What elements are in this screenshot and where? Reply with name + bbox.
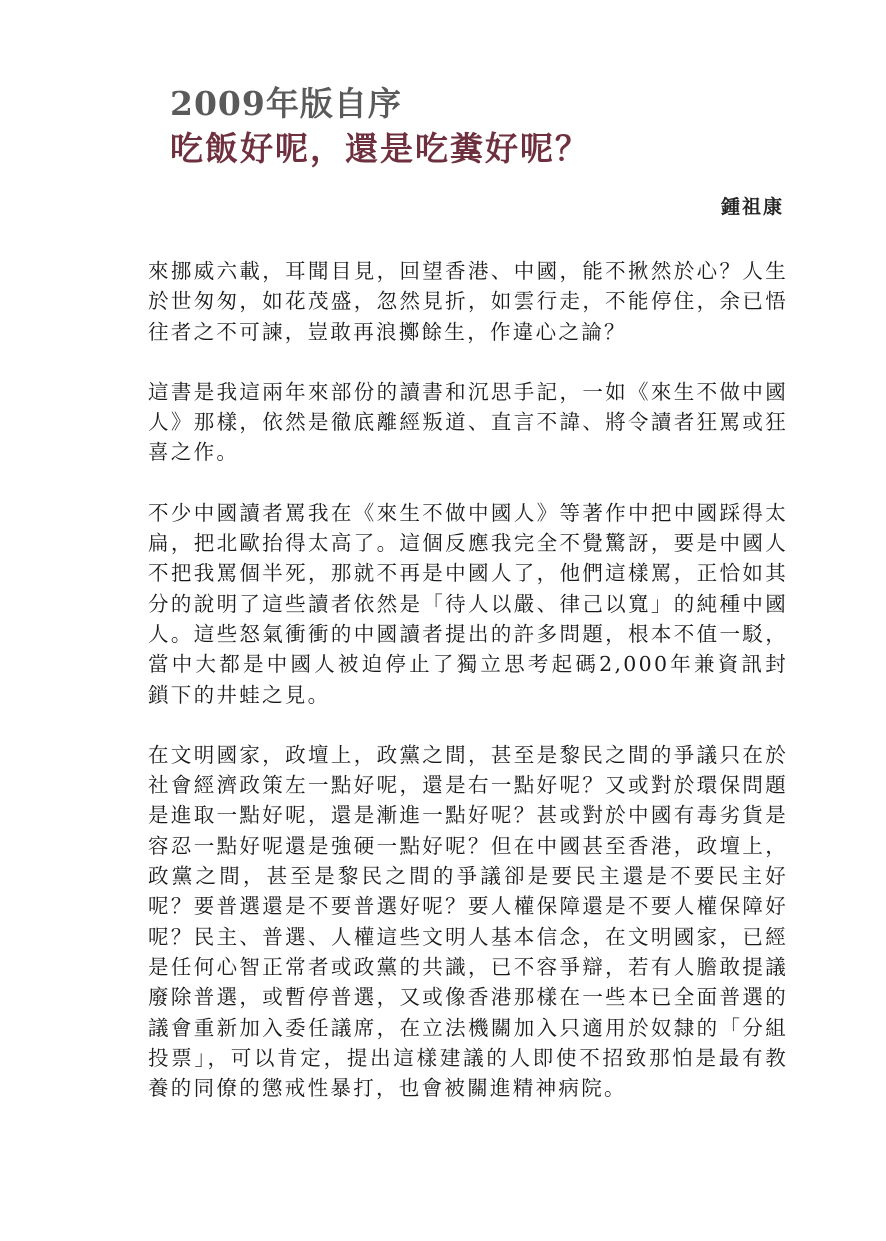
preface-heading: 2009年版自序	[170, 84, 402, 123]
paragraph: 在文明國家，政壇上，政黨之間，甚至是黎民之間的爭議只在於社會經濟政策左一點好呢，還是右一點好呢？又或對於環保問題是進取一點好呢，還是漸進一點好呢？甚或對於中國有毒劣貨是容忍一點好呢還是強硬一點好呢？但在中國甚至香港，政壇上，政黨之間，甚至是黎民之間的爭議卻是要民主還是不要民主好呢？要普選還是不要普選好呢？要人權保障還是不要人權保障好呢？民主、普選、人權這些文明人基本信念，在文明國家，已經是任何心智正常者或政黨的共識，已不容爭辯，若有人膽敢提議廢除普選，或暫停普選，又或像香港那樣在一些本已全面普選的議會重新加入委任議席，在立法機關加入只適用於奴隸的「分組投票」，可以肯定，提出這樣建議的人即使不招致那怕是最有教養的同僚的懲戒性暴打，也會被關進精神病院。	[148, 742, 788, 1101]
body-text	[148, 256, 788, 1133]
paragraph: 這書是我這兩年來部份的讀書和沉思手記，一如《來生不做中國人》那樣，依然是徹底離經叛道、直言不諱、將令讀者狂罵或狂喜之作。	[148, 379, 788, 465]
author-name: 鍾祖康	[720, 196, 784, 218]
paragraph: 不少中國讀者罵我在《來生不做中國人》等著作中把中國踩得太扁，把北歐抬得太高了。這個反應我完全不覺驚訝，要是中國人不把我罵個半死，那就不再是中國人了，他們這樣罵，正恰如其分的說明了這些讀者依然是「待人以嚴、律己以寬」的純種中國人。這些怒氣衝衝的中國讀者提出的許多問題，根本不值一駁，當中大都是中國人被迫停止了獨立思考起碼2,000年兼資訊封鎖下的井蛙之見。	[148, 500, 788, 707]
preface-title: 吃飯好呢，還是吃糞好呢？	[170, 129, 590, 168]
paragraph: 來挪威六載，耳聞目見，回望香港、中國，能不揪然於心？人生於世匆匆，如花茂盛，忽然見折，如雲行走，不能停住，余已悟往者之不可諫，豈敢再浪擲餘生，作違心之論？	[148, 259, 788, 344]
title-block	[170, 82, 790, 172]
